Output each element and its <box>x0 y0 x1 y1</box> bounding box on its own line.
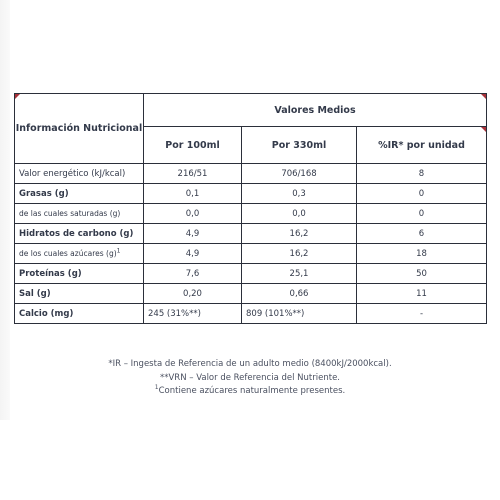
cell-per-100ml: 216/51 <box>144 164 242 184</box>
cell-per-100ml: 245 (31%**) <box>144 304 242 324</box>
cell-per-100ml: 0,20 <box>144 284 242 304</box>
column-header-label: Por 330ml <box>271 139 327 151</box>
footnotes <box>0 358 500 399</box>
table-row <box>15 244 487 264</box>
cell-per-330ml: 16,2 <box>242 224 357 244</box>
cell-per-100ml: 0,1 <box>144 184 242 204</box>
cell-per-330ml: 0,3 <box>242 184 357 204</box>
table-row <box>15 164 487 184</box>
footnote-marker: 1 <box>154 384 159 392</box>
cell-ri-percent: 6 <box>357 224 487 244</box>
row-label: Hidratos de carbono (g) <box>15 224 144 244</box>
row-label: de los cuales azúcares (g) <box>19 249 117 258</box>
header-average-values <box>144 94 487 127</box>
left-edge-shadow <box>0 0 10 420</box>
column-header-ri-per-unit <box>357 127 487 164</box>
cell-per-100ml: 4,9 <box>144 224 242 244</box>
cell-per-330ml: 706/168 <box>242 164 357 184</box>
header-nutrition-info <box>15 94 144 164</box>
table-row <box>15 184 487 204</box>
column-header-per-100ml <box>144 127 242 164</box>
footnote-ri: *IR – Ingesta de Referencia de un adulto medio (8400kJ/2000kcal). <box>108 359 392 369</box>
cell-ri-percent: 18 <box>357 244 487 264</box>
table-row <box>15 224 487 244</box>
table-row <box>15 204 487 224</box>
column-header-label: Por 100ml <box>165 139 220 151</box>
cell-ri-percent: 8 <box>357 164 487 184</box>
column-header-per-330ml <box>242 127 357 164</box>
cell-per-100ml: 4,9 <box>144 244 242 264</box>
footnote-natural-sugars <box>0 385 500 399</box>
cell-per-100ml: 0,0 <box>144 204 242 224</box>
cell-per-330ml: 25,1 <box>242 264 357 284</box>
cell-per-330ml: 0,0 <box>242 204 357 224</box>
row-label: Sal (g) <box>15 284 144 304</box>
corner-mark <box>481 127 486 132</box>
corner-mark <box>481 94 486 99</box>
row-label: de las cuales saturadas (g) <box>15 204 144 224</box>
table-row <box>15 284 487 304</box>
row-label: Grasas (g) <box>15 184 144 204</box>
footnote-marker: 1 <box>116 247 121 255</box>
cell-per-330ml: 809 (101%**) <box>242 304 357 324</box>
row-label: Proteínas (g) <box>15 264 144 284</box>
cell-ri-percent: 50 <box>357 264 487 284</box>
cell-per-100ml: 7,6 <box>144 264 242 284</box>
cell-ri-percent: 11 <box>357 284 487 304</box>
nutrition-table <box>14 93 487 324</box>
row-label: Calcio (mg) <box>15 304 144 324</box>
row-label: Valor energético (kJ/kcal) <box>15 164 144 184</box>
table-row <box>15 264 487 284</box>
cell-ri-percent: 0 <box>357 204 487 224</box>
header-nutrition-info-label: Información Nutricional <box>15 123 143 134</box>
footnote-vrn: **VRN – Valor de Referencia del Nutriente. <box>159 372 341 383</box>
cell-ri-percent: 0 <box>357 184 487 204</box>
corner-mark <box>15 94 20 99</box>
table-row <box>15 304 487 324</box>
footnote-natural-sugars-text: Contiene azúcares naturalmente presentes. <box>158 386 346 396</box>
header-average-values-label: Valores Medios <box>274 104 356 116</box>
cell-per-330ml: 16,2 <box>242 244 357 264</box>
row-label-with-footnote <box>15 244 144 264</box>
cell-ri-percent: - <box>357 304 487 324</box>
column-header-label: %IR* por unidad <box>378 139 465 151</box>
table-header-row <box>15 94 487 127</box>
cell-per-330ml: 0,66 <box>242 284 357 304</box>
